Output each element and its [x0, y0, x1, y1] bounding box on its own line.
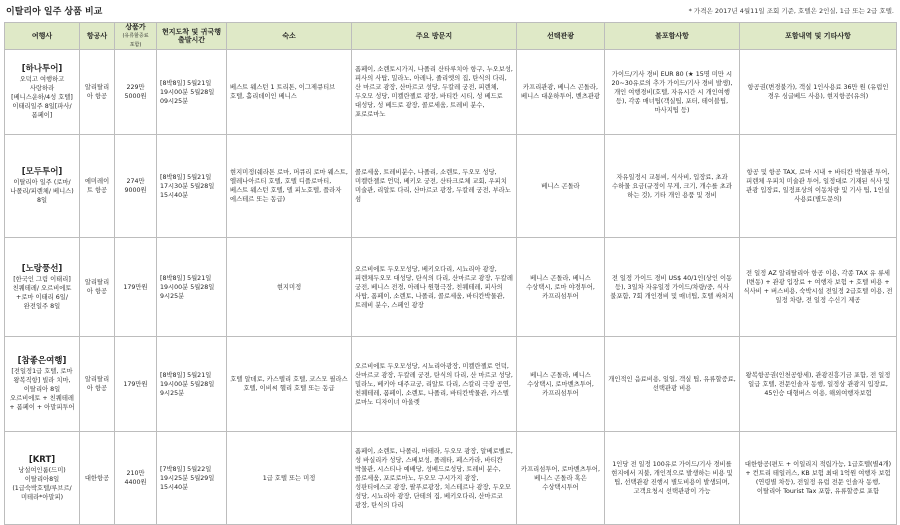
col-header-airline: 항공사 [80, 23, 115, 50]
options-cell: 베니스 곤돌라 [517, 135, 605, 238]
col-header-hotel: 숙소 [227, 23, 352, 50]
schedule-cell: [8박8일] 5월21일 19시00분 5월28일 09시25분 [157, 50, 227, 135]
table-row [5, 135, 897, 238]
sights-cell: 폼페이, 소렌토시가지, 나폴리 산타루치아 항구, 누오보성, 피사의 사탑, 밀라노, 아레나, 줄리엣의 집, 탄식의 다리, 산 마르코 광장, 산마르코 성당, 두칼레 궁전, 피렌체, 두오모 성당, 미켈란젤로 광장, 바티칸 시티, 성 베드로 대성당, 성 베드로 광장, 콜로세움, 트레비 분수, 포로로마노 [352, 50, 517, 135]
hotel-cell: 베스트 웨스턴 1 트리톤, 이그제큐티브 호텔, 홀리데이인 베니스 [227, 50, 352, 135]
airline-cell: 알리탈리아 항공 [80, 337, 115, 432]
price-cell: 210만 4400원 [115, 432, 157, 525]
hotel-cell: 호텔 알데로, 카스텔리 호텔, 코스모 필라스 호텔, 이비씨 헬리 호텔 또는 동급 [227, 337, 352, 432]
col-header-schedule: 현지도착 및 귀국행 출발시간 [157, 23, 227, 50]
airline-cell: 알리탈리아 항공 [80, 238, 115, 337]
hotel-cell: 현지미정 [227, 238, 352, 337]
agency-cell: [노랑풍선] [한국인 그림 이태리] 친퀘테레/ 오르비에토+로마 이태리 6일/ 완전일주 8일 [5, 238, 80, 337]
price-cell: 229만 5000원 [115, 50, 157, 135]
airline-cell: 에미레이트 항공 [80, 135, 115, 238]
sights-cell: 오르비에토 두오모성당, 시뇨리아광장, 미켈란젤로 언덕, 산마르코 광장, 두칼레 궁전, 탄식의 다리, 산 마르코 성당, 밀라노, 베키아 대주교궁, 리알토 다리, 스칼리 극장 공연, 친퀘테레, 폼페이, 소렌토, 나폴리, 바티칸박물관, 카스텔 로마노 디자이너 아울렛 [352, 337, 517, 432]
schedule-cell: [8박8일] 5월21일 19시00분 5월28일 9시25분 [157, 337, 227, 432]
header-row [5, 23, 897, 50]
sights-cell: 오르비에토 두오모성당, 베키오다리, 시뇨리아 광장, 피렌체두오모 대성당, 탄식의 다리, 산마르코 광장, 두칼레 궁전, 베니스 전경, 아레나 원형극장, 친퀘테레, 피사의 사탑, 폼페이, 소렌토, 나폴리, 콜로세움, 바티칸박물관, 트레비 분수, 스페인 광장 [352, 238, 517, 337]
options-cell: 베니스 곤돌라, 베니스 수상택시, 로마 야경투어, 카프리섬투어 [517, 238, 605, 337]
table-row [5, 432, 897, 525]
col-header-agency: 여행사 [5, 23, 80, 50]
schedule-cell: [8박8일] 5월21일 17시30분 5월28일 15시40분 [157, 135, 227, 238]
agency-cell: [하나투어] 오덕고 여행하고 사랑하라 [베니스운하/4성 호텔] 이태리일주 8일[파사/폼페이] [5, 50, 80, 135]
options-cell: 카프리관광, 베니스 곤돌라, 베니스 대운하투어, 벤츠관광 [517, 50, 605, 135]
agency-cell: [모두투어] 이탈리아 일주 (로마/나폴리/피렌체/ 베니스) 8일 [5, 135, 80, 238]
excluded-cell: 가이드/기사 경비 EUR 80 (★ 15명 미만 시 20~30유로의 추가 가이드/기사 경비 발생), 개인 여행경비(호텔, 자유시간 시 개인여행 등), 각종 매너팁(객실팁, 포터, 테이블팁, 마사지팁 등) [605, 50, 740, 135]
airline-cell: 대한항공 [80, 432, 115, 525]
agency-cell: [KRT] 낭설여인룸(드미) 이탈리아8일 (1급숙박호텔/루브르/미테라*아말피) [5, 432, 80, 525]
col-header-options: 선택관광 [517, 23, 605, 50]
included-cell: 대한항공(편도 + 이일리지 적립가능, 1급호텔(별4개) + 컨트리 테일러스, KB 보험 최대 1억원 여행자 보험(연령별 차등), 전일정 유럽 전문 인솔자 동행, 이탈리아 Tourist Tax 포함, 유류할증료 포함 [740, 432, 897, 525]
table-row [5, 337, 897, 432]
schedule-cell: [8박8일] 5월21일 19시00분 5월28일 9시25분 [157, 238, 227, 337]
page-title: 이탈리아 일주 상품 비교 [6, 7, 103, 17]
table-row [5, 50, 897, 135]
sights-cell: 폼페이, 소렌토, 나폴리, 마테라, 두오모 광장, 알베로벨로, 성 바실리카 성당, 스베보성, 폴레타, 페스카라, 바티칸 박물관, 시스티나 예배당, 성베드로성당, 트레비 분수, 콜로세움, 포로로마노, 두오모 구시가지 광장, 성판티에스코 광장, 팔푸로광장, 치스테르나 광장, 두오모 성당, 시뇨리아 광장, 단테의 집, 베키오다리, 산마르코 광장, 탄식의 다리 [352, 432, 517, 525]
excluded-cell: 1인당 전 일정 100유로 가이드/기사 경비를 현지에서 지불, 개인적으로 발생하는 비용 및 팁, 선택관광 진행시 별도비용이 발생되며, 고객요청시 선택관광이 가능 [605, 432, 740, 525]
sights-cell: 콜로세움, 트레비분수, 나폴리, 소렌토, 두오모 성당, 미켈란젤로 언덕, 베키오 궁전, 산타크로체 교회, 우피치 미술관, 리알토 다리, 산마르코 광장, 두칼레 궁전, 부라노 섬 [352, 135, 517, 238]
agency-cell: [참좋은여행] [전일정1급 호텔, 로마 왕복직항] 빌라 치마, 이탈리아 8일 오르비에토 + 친퀘테레 + 폼페이 + 아말피투어 [5, 337, 80, 432]
hotel-cell: 현지미정(쉐라톤 로마, 머큐리 로마 웨스트, 엘레나아르티 호텔, 호텔 디플로마티, 베스트 웨스턴 호텔, 델 피노호텔, 플라자 에스테르 또는 동급) [227, 135, 352, 238]
airline-cell: 알리탈리아 항공 [80, 50, 115, 135]
options-cell: 카프리섬투어, 로마벤츠투어, 베니스 곤돌라 혹은 수상택시투어 [517, 432, 605, 525]
included-cell: 왕복항공권(인천공항세), 관광진흥기금 포함, 전 일정 일급 호텔, 전문인솔자 동행, 일정상 관광지 입장료, 45인승 대형버스 이용, 해외여행자보험 [740, 337, 897, 432]
col-header-sights: 주요 방문지 [352, 23, 517, 50]
excluded-cell: 자유일정시 교통비, 식사비, 입장료, 초과 수하물 요금(규정이 무게, 크기, 개수를 초과 하는 것), 기타 개인 용품 및 경비 [605, 135, 740, 238]
table-row [5, 238, 897, 337]
included-cell: 전 일정 AZ 알리탈리아 항공 이용, 각종 TAX 유 류세(변동) + 관광 입장료 + 여행자 보험 + 호텔 비용 + 식사비 + 버스비용, 숙박시설 전일정 2급호텔 이용, 전 일정 차량, 전 일정 수신기 제공 [740, 238, 897, 337]
footnote: * 가격은 2017년 4월11일 조회 기준, 호텔은 2인실, 1급 또는 2급 호텔. [688, 7, 894, 15]
included-cell: 항공 및 항공 TAX, 로마 시내 + 바티칸 박물관 투어, 피렌체 우피치 미술관 투어, 일정대로 기재된 식사 및 관광 입장료, 일정표상의 이동차량 및 기사 팁, 1인실 사용료(별도문의) [740, 135, 897, 238]
col-header-price: 상품가 (유류할증료 포함) [115, 23, 157, 50]
col-header-included: 포함내역 및 기타사항 [740, 23, 897, 50]
schedule-cell: [7박8일] 5월22일 19시25분 5월29일 15시40분 [157, 432, 227, 525]
excluded-cell: 전 일정 가이드 경비 US$ 40/1인(상인 이동 등), 3일차 자유일정 가이드/차량/중, 식사 불포함, 7회 개인경비 및 매너팁, 호텔 싸처지 [605, 238, 740, 337]
excluded-cell: 개인적인 음료비용, 일일, 객실 팁, 유류할증료, 선택관광 비용 [605, 337, 740, 432]
hotel-cell: 1급 호텔 또는 미정 [227, 432, 352, 525]
options-cell: 베니스 곤돌라, 베니스 수상택시, 로마벤츠투어, 카프리섬투어 [517, 337, 605, 432]
price-cell: 179만원 [115, 238, 157, 337]
included-cell: 항공권(변경불가), 객실 1인사용료 36만 원 (유럽인 경우 싱글베드 사용), 현지항공(유의) [740, 50, 897, 135]
price-cell: 274만 9000원 [115, 135, 157, 238]
comparison-table [4, 22, 897, 525]
price-cell: 179만원 [115, 337, 157, 432]
col-header-excluded: 불포함사항 [605, 23, 740, 50]
